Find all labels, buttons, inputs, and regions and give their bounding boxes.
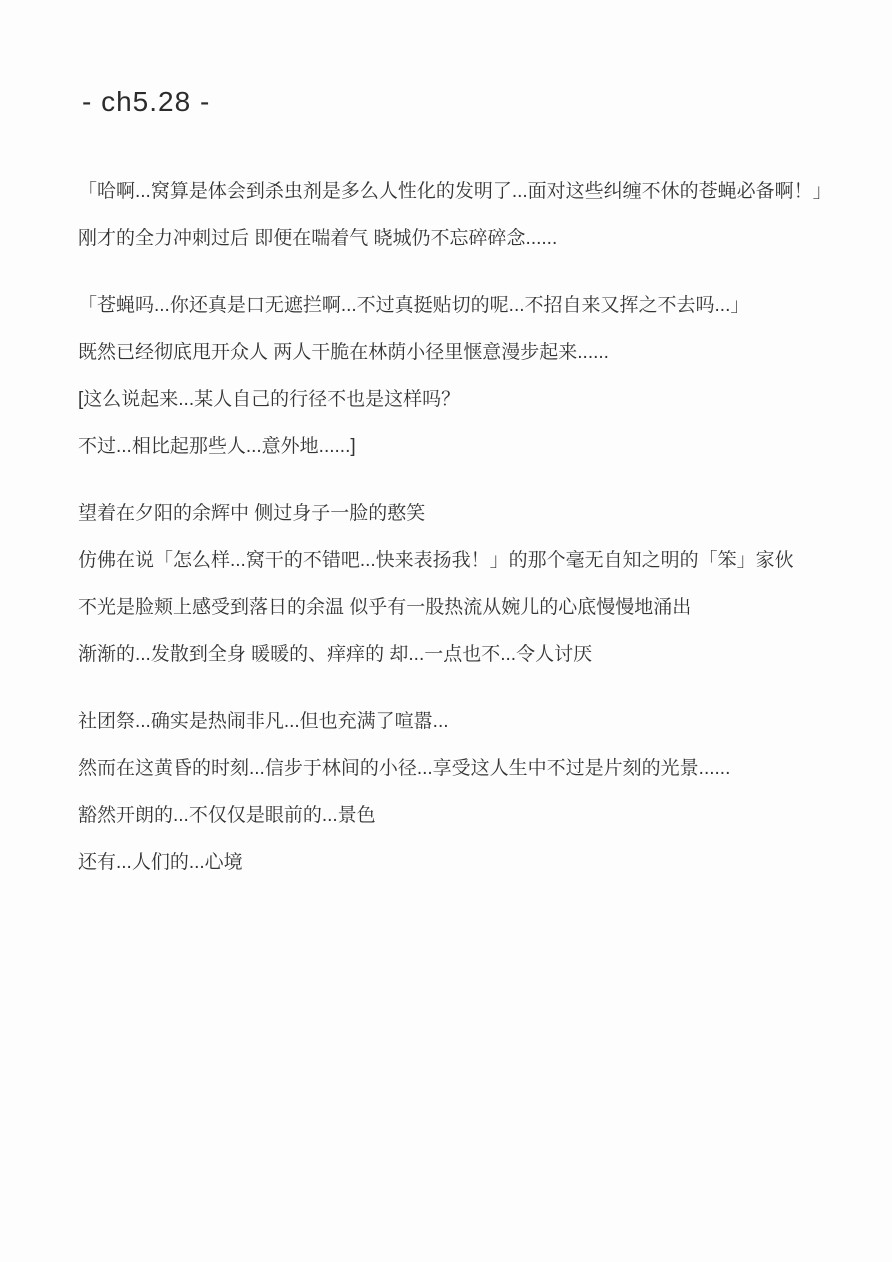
text-line: 既然已经彻底甩开众人 两人干脆在林荫小径里惬意漫步起来...... (78, 342, 609, 363)
text-line: 刚才的全力冲刺过后 即便在喘着气 晓城仍不忘碎碎念...... (78, 228, 558, 249)
text-line: 渐渐的...发散到全身 暖暖的、痒痒的 却...一点也不...令人讨厌 (78, 644, 593, 665)
text-line: 不光是脸颊上感受到落日的余温 似乎有一股热流从婉儿的心底慢慢地涌出 (78, 597, 692, 618)
text-line: 豁然开朗的...不仅仅是眼前的...景色 (78, 805, 376, 826)
text-line: [这么说起来...某人自己的行径不也是这样吗？ (78, 389, 461, 410)
paragraph-group-2 (78, 282, 852, 470)
text-line: 不过...相比起那些人...意外地......] (78, 436, 356, 457)
paragraph-group-3 (78, 490, 852, 678)
paragraph-group-1 (78, 168, 852, 262)
chapter-title: - ch5.28 - (82, 86, 211, 117)
text-line: 然而在这黄昏的时刻...信步于林间的小径...享受这人生中不过是片刻的光景...... (78, 758, 731, 779)
text-line: 「哈啊...窝算是体会到杀虫剂是多么人性化的发明了...面对这些纠缠不休的苍蝇必备啊！」 (78, 181, 832, 202)
paragraph-group-4 (78, 698, 852, 886)
text-line: 望着在夕阳的余辉中 侧过身子一脸的憨笑 (78, 503, 426, 524)
text-line: 社团祭...确实是热闹非凡...但也充满了喧嚣... (78, 711, 449, 732)
text-line: 还有...人们的...心境 (78, 852, 243, 873)
text-line: 仿佛在说「怎么样...窝干的不错吧...快来表扬我！」的那个毫无自知之明的「笨」家伙 (78, 550, 794, 571)
text-line: 「苍蝇吗...你还真是口无遮拦啊...不过真挺贴切的呢...不招自来又挥之不去吗...」 (78, 295, 750, 316)
